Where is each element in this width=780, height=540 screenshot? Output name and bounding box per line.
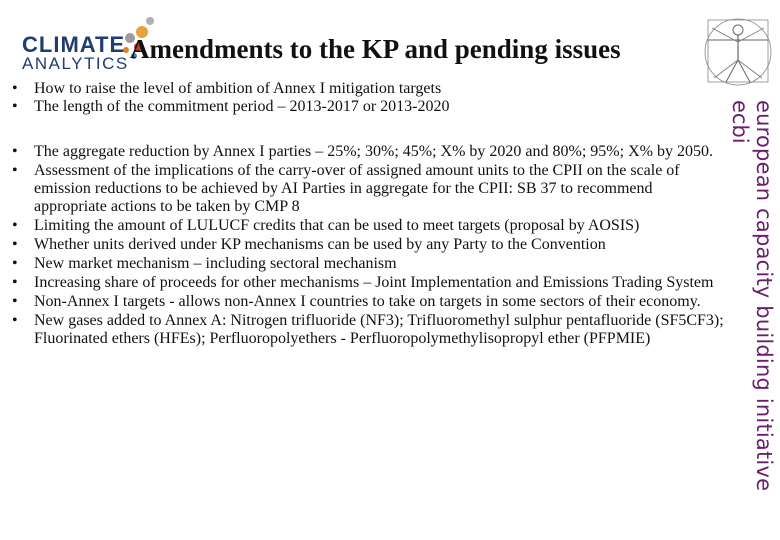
bullet-list-main — [12, 143, 724, 349]
bullet-dot: • — [12, 143, 18, 160]
list-item-text: New gases added to Annex A: Nitrogen trifluoride (NF3); Trifluoromethyl sulphur pentafluoride (SF5CF3); Fluorinated ethers (HFEs); Perfluoropolyethers - Perfluoropolymethylisopropyl ether (PFPMIE) — [34, 312, 724, 347]
list-item — [12, 217, 724, 235]
bullet-dot: • — [12, 274, 18, 291]
list-item-text: Assessment of the implications of the carry-over of assigned amount units to the CPII on the scale of emission reductions to be achieved by AI Parties in aggregate for the CPII: SB 37 to recommend appropriate actions to be taken by CMP 8 — [34, 162, 680, 215]
list-item-text: The length of the commitment period – 2013-2017 or 2013-2020 — [34, 98, 450, 115]
list-item — [12, 98, 724, 116]
bullet-dot: • — [12, 236, 18, 253]
list-item — [12, 80, 724, 98]
ecbi-sidebar — [720, 100, 776, 520]
bullet-dot: • — [12, 255, 18, 272]
list-item — [12, 162, 724, 216]
sidebar-line1: european capacity building initiative — [752, 100, 776, 492]
list-item-text: The aggregate reduction by Annex I parties – 25%; 30%; 45%; X% by 2020 and 80%; 95%; X% by 2050. — [34, 143, 713, 160]
bullet-dot: • — [12, 312, 18, 329]
bullet-dot: • — [12, 162, 18, 179]
logo-line1: CLIMATE — [22, 32, 126, 57]
ecbi-sidebar-text — [720, 100, 776, 520]
list-item-text: How to raise the level of ambition of Annex I mitigation targets — [34, 80, 442, 97]
list-item-text: Increasing share of proceeds for other mechanisms – Joint Implementation and Emissions Trading System — [34, 274, 714, 291]
list-item — [12, 236, 724, 254]
bullet-dot: • — [12, 80, 18, 97]
sidebar-line2: ecbi — [728, 100, 752, 144]
list-item — [12, 143, 724, 161]
list-item — [12, 255, 724, 273]
page-title: Amendments to the KP and pending issues — [130, 34, 621, 64]
list-item — [12, 293, 724, 311]
bullet-dot: • — [12, 293, 18, 310]
list-item-text: Non-Annex I targets - allows non-Annex I countries to take on targets in some sectors of their economy. — [34, 293, 701, 310]
bullet-dot: • — [12, 217, 18, 234]
bullet-dot: • — [12, 98, 18, 115]
list-item — [12, 312, 724, 348]
bullet-list-top — [12, 80, 724, 116]
list-item-text: Limiting the amount of LULUCF credits that can be used to meet targets (proposal by AOSIS) — [34, 217, 640, 234]
list-item-text: New market mechanism – including sectoral mechanism — [34, 255, 397, 272]
list-item-text: Whether units derived under KP mechanisms can be used by any Party to the Convention — [34, 236, 606, 253]
logo-line2: ANALYTICS — [22, 54, 129, 73]
list-item — [12, 274, 724, 292]
